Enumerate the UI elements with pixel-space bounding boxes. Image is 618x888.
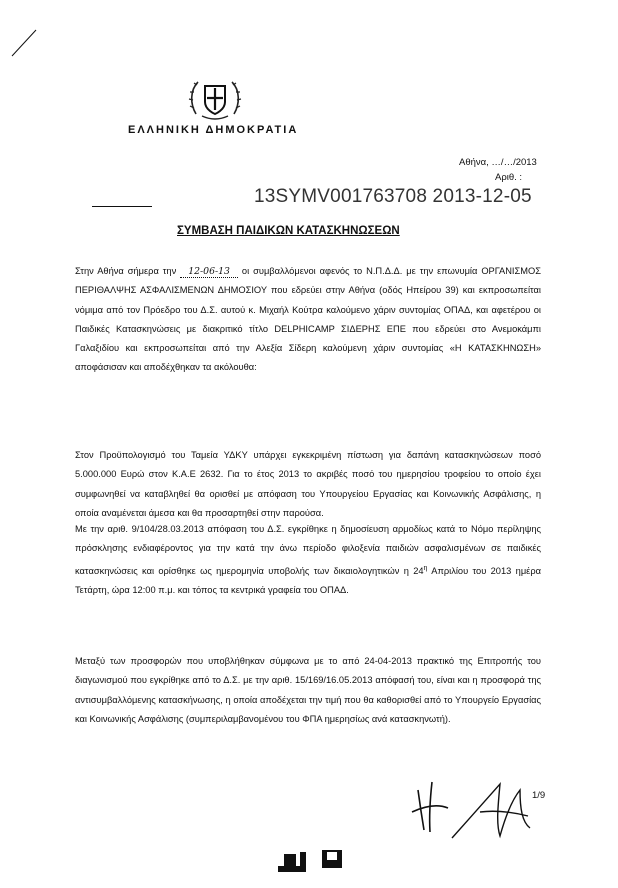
handwritten-date: 12-06-13 [180,266,238,278]
p3-part-a: Με την αριθ. 9/104/28.03.2013 απόφαση του Δ.Σ. εγκρίθηκε η δημοσίευση αρμοδίως κατά το Νόμο περίληψης πρόσκλησης ενδιαφέροντος για την κατά την άνω περίοδο φιλοξενία παιδιών ασφαλισμένων σε παιδικές κατασκηνώσεις και ορίσθηκε ως ημερομηνία υποβολής των δικαιολογητικών η 24 [75,524,541,576]
p3-superscript: η [423,564,428,572]
p1-rest: οι συμβαλλόμενοι αφενός το Ν.Π.Δ.Δ. με την επωνυμία ΟΡΓΑΝΙΣΜΟΣ ΠΕΡΙΘΑΛΨΗΣ ΑΣΦΑΛΙΣΜΕΝΩΝ ΔΗΜΟΣΙΟΥ που εδρεύει στην Αθήνα (οδός Ηπείρου 39) και εκπροσωπείται νόμιμα από τον Πρόεδρο του Δ.Σ. αυτού κ. Μιχαήλ Κούτρα καλούμενο χάριν συντομίας ΟΠΑΔ, και αφετέρου οι Παιδικές Κατασκηνώσεις με διακριτικό τίτλο DELPHICAMP ΣΙΔΕΡΗΣ ΕΠΕ που εδρεύει στο Ανεμοκάμπι Γαλαξιδίου και εκπροσωπείται από την Αλεξία Σίδερη καλούμενη χάριν συντομίας «Η ΚΑΤΑΣΚΗΝΩΣΗ» αποφάσισαν και αποδέχθηκαν τα ακόλουθα: [75,266,541,373]
protocol-number: Αριθ. : [495,172,523,183]
paragraph-4: Μεταξύ των προσφορών που υποβλήθηκαν σύμφωνα με το από 24-04-2013 πρακτικό της Επιτροπής του διαγωνισμού που εγκρίθηκε από το Δ.Σ. με την αριθ. 15/169/16.05.2013 απόφασή του, είναι και η προσφορά της αντισυμβαλλόμενης κατασκήνωσης, η οποία αποδέχεται την τιμή που θα καθορισθεί από το Υπουργείο Εργασίας και Κοινωνικής Ασφάλισης (συμπεριλαμβανομένου του ΦΠΑ ημερησίως ανά κατασκηνωτή). [75,656,541,724]
signature-right [452,784,530,838]
p3-part-b: Απριλίου του 2013 ημέρα Τετάρτη, ώρα 12:00 π.μ. και τόπος τα κεντρικά γραφεία του ΟΠΑΔ. [75,565,541,595]
place-date: Αθήνα, …/…/2013 [459,157,537,168]
paragraph-2: Στον Προϋπολογισμό του Ταμεία ΥΔΚΥ υπάρχει εγκεκριμένη πίστωση για δαπάνη κατασκηνώσεων ποσό 5.000.000 Ευρώ στον Κ.Α.Ε 2632. Για το έτος 2013 το ακριβές ποσό του ημερησίου τροφείου το οποίο έχει συμφωνηθεί να καταβληθεί θα ορισθεί με απόφαση του Υπουργείου Εργασίας και Κοινωνικής Ασφάλισης, η οποία αναμένεται άμεσα και θα προσαρτηθεί στην παρούσα. [75,450,541,518]
signature-initials-left [412,782,448,832]
organization-name: ΕΛΛΗΝΙΚΗ ΔΗΜΟΚΡΑΤΙΑ [128,124,299,136]
document-title: ΣΥΜΒΑΣΗ ΠΑΙΔΙΚΩΝ ΚΑΤΑΣΚΗΝΩΣΕΩΝ [177,225,400,237]
page-number: 1/9 [532,790,546,801]
p1-intro: Στην Αθήνα σήμερα την [75,266,181,276]
ada-code: 13SYMV001763708 2013-12-05 [254,186,532,207]
stamp-marks [278,850,342,872]
